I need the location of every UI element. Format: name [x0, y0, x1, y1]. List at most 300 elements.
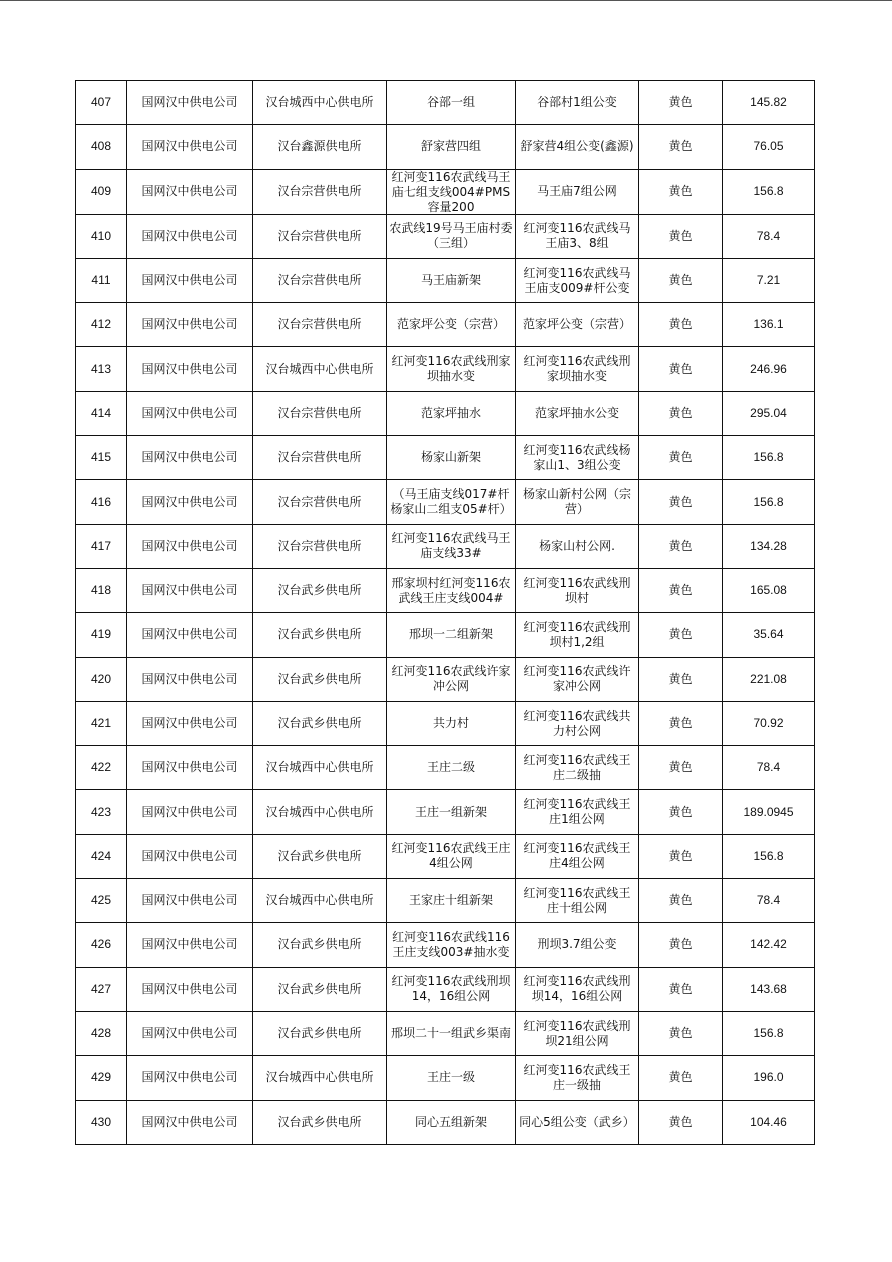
area-cell — [516, 347, 639, 391]
line-cell — [387, 524, 516, 568]
company-cell — [127, 258, 253, 302]
line-cell-text: 范家坪公变（宗营） — [396, 317, 505, 332]
value-cell — [723, 568, 815, 612]
area-cell — [516, 834, 639, 878]
row-number-cell-text: 413 — [90, 361, 112, 376]
table-row — [76, 303, 815, 347]
table-row — [76, 967, 815, 1011]
value-cell-text: 78.4 — [756, 228, 781, 243]
company-cell — [127, 81, 253, 125]
station-cell — [253, 1100, 387, 1144]
row-number-cell — [76, 701, 127, 745]
station-cell-text: 汉台城西中心供电所 — [265, 1070, 374, 1085]
area-cell — [516, 967, 639, 1011]
station-cell — [253, 81, 387, 125]
color-cell-text: 黄色 — [668, 981, 693, 996]
color-cell — [639, 125, 723, 169]
color-cell-text: 黄色 — [668, 405, 693, 420]
area-cell — [516, 790, 639, 834]
value-cell — [723, 436, 815, 480]
data-table — [75, 80, 815, 1145]
value-cell — [723, 303, 815, 347]
station-cell-text: 汉台武乡供电所 — [277, 1026, 362, 1041]
line-cell — [387, 258, 516, 302]
row-number-cell — [76, 436, 127, 480]
value-cell-text: 295.04 — [750, 405, 787, 420]
table-row — [76, 746, 815, 790]
area-cell-text: 红河变116农武线王庄1组公网 — [523, 797, 631, 827]
area-cell-text: 舒家营4组公变(鑫源) — [520, 139, 634, 154]
company-cell — [127, 746, 253, 790]
area-cell — [516, 1100, 639, 1144]
area-cell-text: 刑坝3.7组公变 — [537, 937, 617, 952]
company-cell — [127, 568, 253, 612]
station-cell — [253, 480, 387, 524]
row-number-cell — [76, 834, 127, 878]
table-row — [76, 81, 815, 125]
color-cell — [639, 834, 723, 878]
color-cell — [639, 436, 723, 480]
area-cell — [516, 657, 639, 701]
station-cell-text: 汉台宗营供电所 — [277, 317, 362, 332]
area-cell — [516, 524, 639, 568]
table-row — [76, 1011, 815, 1055]
color-cell-text: 黄色 — [668, 848, 693, 863]
value-cell-text: 246.96 — [750, 361, 787, 376]
station-cell-text: 汉台城西中心供电所 — [265, 804, 374, 819]
area-cell-text: 红河变116农武线王庄一级抽 — [523, 1062, 631, 1092]
line-cell — [387, 480, 516, 524]
station-cell-text: 汉台宗营供电所 — [277, 405, 362, 420]
area-cell — [516, 568, 639, 612]
value-cell-text: 221.08 — [750, 671, 787, 686]
company-cell-text: 国网汉中供电公司 — [141, 981, 238, 996]
company-cell-text: 国网汉中供电公司 — [141, 95, 238, 110]
area-cell — [516, 480, 639, 524]
row-number-cell-text: 429 — [90, 1070, 112, 1085]
area-cell-text: 范家坪公变（宗营） — [522, 317, 631, 332]
station-cell-text: 汉台武乡供电所 — [277, 627, 362, 642]
row-number-cell-text: 419 — [90, 627, 112, 642]
company-cell-text: 国网汉中供电公司 — [141, 937, 238, 952]
color-cell-text: 黄色 — [668, 1114, 693, 1129]
table-row — [76, 347, 815, 391]
row-number-cell-text: 417 — [90, 538, 112, 553]
station-cell-text: 汉台武乡供电所 — [277, 671, 362, 686]
color-cell-text: 黄色 — [668, 1070, 693, 1085]
company-cell — [127, 524, 253, 568]
station-cell-text: 汉台宗营供电所 — [277, 184, 362, 199]
station-cell — [253, 746, 387, 790]
line-cell — [387, 790, 516, 834]
line-cell-text: 红河变116农武线刑家坝抽水变 — [391, 354, 511, 384]
station-cell — [253, 834, 387, 878]
value-cell — [723, 125, 815, 169]
value-cell — [723, 1011, 815, 1055]
company-cell — [127, 1011, 253, 1055]
row-number-cell-text: 414 — [90, 405, 112, 420]
color-cell — [639, 1011, 723, 1055]
station-cell — [253, 391, 387, 435]
row-number-cell-text: 418 — [90, 583, 112, 598]
table-row — [76, 480, 815, 524]
station-cell — [253, 214, 387, 258]
company-cell-text: 国网汉中供电公司 — [141, 139, 238, 154]
value-cell — [723, 657, 815, 701]
color-cell — [639, 1056, 723, 1100]
area-cell-text: 红河变116农武线刑坝村 — [523, 575, 631, 605]
station-cell — [253, 303, 387, 347]
company-cell — [127, 347, 253, 391]
line-cell — [387, 657, 516, 701]
company-cell — [127, 1056, 253, 1100]
station-cell-text: 汉台城西中心供电所 — [265, 95, 374, 110]
row-number-cell — [76, 568, 127, 612]
table-row — [76, 834, 815, 878]
page-top-border — [0, 0, 892, 1]
row-number-cell — [76, 923, 127, 967]
station-cell-text: 汉台宗营供电所 — [277, 450, 362, 465]
line-cell — [387, 169, 516, 214]
area-cell-text: 红河变116农武线马王庙支009#杆公变 — [523, 265, 631, 295]
company-cell — [127, 125, 253, 169]
station-cell-text: 汉台武乡供电所 — [277, 583, 362, 598]
value-cell-text: 104.46 — [750, 1114, 787, 1129]
area-cell — [516, 125, 639, 169]
station-cell-text: 汉台宗营供电所 — [277, 273, 362, 288]
company-cell — [127, 923, 253, 967]
line-cell-text: 王庄二级 — [426, 760, 475, 775]
value-cell-text: 136.1 — [753, 317, 784, 332]
area-cell-text: 杨家山新村公网（宗营） — [522, 487, 631, 517]
value-cell-text: 76.05 — [753, 139, 784, 154]
line-cell-text: 王庄一级 — [426, 1070, 475, 1085]
area-cell-text: 红河变116农武线王庄二级抽 — [523, 752, 631, 782]
line-cell — [387, 746, 516, 790]
line-cell-text: 马王庙新架 — [420, 273, 481, 288]
company-cell-text: 国网汉中供电公司 — [141, 273, 238, 288]
station-cell — [253, 169, 387, 214]
area-cell — [516, 923, 639, 967]
color-cell-text: 黄色 — [668, 893, 693, 908]
station-cell-text: 汉台武乡供电所 — [277, 848, 362, 863]
line-cell — [387, 303, 516, 347]
line-cell — [387, 81, 516, 125]
value-cell-text: 145.82 — [750, 95, 787, 110]
value-cell — [723, 834, 815, 878]
color-cell — [639, 214, 723, 258]
value-cell — [723, 613, 815, 657]
company-cell-text: 国网汉中供电公司 — [141, 583, 238, 598]
area-cell-text: 马王庙7组公网 — [537, 184, 617, 199]
color-cell — [639, 701, 723, 745]
table-row — [76, 169, 815, 214]
color-cell-text: 黄色 — [668, 937, 693, 952]
row-number-cell — [76, 1011, 127, 1055]
color-cell — [639, 524, 723, 568]
area-cell-text: 红河变116农武线王庄十组公网 — [523, 885, 631, 915]
color-cell — [639, 967, 723, 1011]
station-cell — [253, 1056, 387, 1100]
row-number-cell-text: 412 — [90, 317, 112, 332]
color-cell-text: 黄色 — [668, 583, 693, 598]
color-cell-text: 黄色 — [668, 273, 693, 288]
station-cell — [253, 701, 387, 745]
color-cell — [639, 746, 723, 790]
color-cell-text: 黄色 — [668, 627, 693, 642]
color-cell-text: 黄色 — [668, 139, 693, 154]
line-cell — [387, 967, 516, 1011]
station-cell-text: 汉台宗营供电所 — [277, 494, 362, 509]
value-cell — [723, 1056, 815, 1100]
company-cell-text: 国网汉中供电公司 — [141, 671, 238, 686]
company-cell — [127, 1100, 253, 1144]
value-cell — [723, 967, 815, 1011]
table-row — [76, 436, 815, 480]
row-number-cell — [76, 790, 127, 834]
row-number-cell-text: 430 — [90, 1114, 112, 1129]
row-number-cell-text: 424 — [90, 848, 112, 863]
station-cell-text: 汉台武乡供电所 — [277, 937, 362, 952]
company-cell-text: 国网汉中供电公司 — [141, 893, 238, 908]
line-cell — [387, 701, 516, 745]
company-cell-text: 国网汉中供电公司 — [141, 494, 238, 509]
area-cell-text: 谷部村1组公变 — [537, 95, 617, 110]
line-cell — [387, 1056, 516, 1100]
station-cell — [253, 347, 387, 391]
company-cell — [127, 879, 253, 923]
station-cell — [253, 657, 387, 701]
color-cell-text: 黄色 — [668, 538, 693, 553]
value-cell — [723, 1100, 815, 1144]
color-cell-text: 黄色 — [668, 760, 693, 775]
row-number-cell — [76, 480, 127, 524]
color-cell — [639, 169, 723, 214]
line-cell-text: 红河变116农武线王庄4组公网 — [391, 841, 511, 871]
line-cell-text: （马王庙支线017#杆杨家山二组支05#杆） — [390, 487, 512, 517]
area-cell-text: 红河变116农武线杨家山1、3组公变 — [523, 442, 631, 472]
station-cell — [253, 967, 387, 1011]
color-cell — [639, 347, 723, 391]
row-number-cell — [76, 258, 127, 302]
value-cell-text: 156.8 — [753, 184, 784, 199]
station-cell-text: 汉台城西中心供电所 — [265, 893, 374, 908]
line-cell-text: 邢坝二十一组武乡渠南 — [390, 1026, 511, 1041]
row-number-cell — [76, 169, 127, 214]
value-cell-text: 196.0 — [753, 1070, 784, 1085]
row-number-cell-text: 427 — [90, 981, 112, 996]
table-row — [76, 1056, 815, 1100]
line-cell — [387, 568, 516, 612]
row-number-cell-text: 415 — [90, 450, 112, 465]
line-cell-text: 同心五组新架 — [414, 1114, 487, 1129]
station-cell — [253, 923, 387, 967]
color-cell-text: 黄色 — [668, 95, 693, 110]
row-number-cell — [76, 303, 127, 347]
value-cell — [723, 879, 815, 923]
row-number-cell — [76, 125, 127, 169]
station-cell — [253, 1011, 387, 1055]
line-cell-text: 红河变116农武线马王庙七组支线004#PMS容量200 — [391, 169, 511, 214]
company-cell-text: 国网汉中供电公司 — [141, 538, 238, 553]
area-cell-text: 红河变116农武线王庄4组公网 — [523, 841, 631, 871]
line-cell-text: 王庄一组新架 — [414, 804, 487, 819]
area-cell-text: 红河变116农武线许家冲公网 — [523, 664, 631, 694]
color-cell — [639, 480, 723, 524]
company-cell — [127, 303, 253, 347]
line-cell — [387, 391, 516, 435]
color-cell-text: 黄色 — [668, 184, 693, 199]
station-cell-text: 汉台武乡供电所 — [277, 716, 362, 730]
company-cell — [127, 657, 253, 701]
company-cell-text: 国网汉中供电公司 — [141, 1026, 238, 1041]
station-cell-text: 汉台鑫源供电所 — [277, 139, 362, 154]
company-cell-text: 国网汉中供电公司 — [141, 361, 238, 376]
area-cell — [516, 436, 639, 480]
row-number-cell — [76, 1056, 127, 1100]
line-cell-text: 红河变116农武线刑坝14，16组公网 — [391, 974, 511, 1004]
table-row — [76, 790, 815, 834]
station-cell — [253, 524, 387, 568]
table-row — [76, 701, 815, 745]
value-cell-text: 156.8 — [753, 1026, 784, 1041]
value-cell — [723, 746, 815, 790]
line-cell-text: 舒家营四组 — [420, 139, 481, 154]
company-cell — [127, 613, 253, 657]
area-cell-text: 红河变116农武线刑家坝抽水变 — [523, 354, 631, 384]
area-cell-text: 红河变116农武线共力村公网 — [523, 708, 631, 738]
line-cell — [387, 879, 516, 923]
row-number-cell-text: 422 — [90, 760, 112, 775]
line-cell — [387, 125, 516, 169]
company-cell — [127, 169, 253, 214]
line-cell-text: 红河变116农武线许家冲公网 — [391, 664, 511, 694]
company-cell — [127, 967, 253, 1011]
value-cell — [723, 258, 815, 302]
table-row — [76, 879, 815, 923]
table-row — [76, 214, 815, 258]
color-cell — [639, 657, 723, 701]
row-number-cell — [76, 746, 127, 790]
row-number-cell — [76, 524, 127, 568]
company-cell-text: 国网汉中供电公司 — [141, 450, 238, 465]
station-cell-text: 汉台宗营供电所 — [277, 538, 362, 553]
area-cell-text: 红河变116农武线刑坝村1,2组 — [523, 619, 631, 649]
area-cell — [516, 81, 639, 125]
value-cell — [723, 214, 815, 258]
color-cell — [639, 923, 723, 967]
line-cell-text: 邢家坝村红河变116农武线王庄支线004# — [391, 575, 511, 605]
station-cell — [253, 568, 387, 612]
area-cell-text: 红河变116农武线马王庙3、8组 — [523, 221, 631, 251]
company-cell — [127, 790, 253, 834]
row-number-cell — [76, 391, 127, 435]
line-cell — [387, 1100, 516, 1144]
line-cell-text: 红河变116农武线116王庄支线003#抽水变 — [392, 929, 510, 959]
station-cell-text: 汉台宗营供电所 — [277, 228, 362, 243]
area-cell — [516, 258, 639, 302]
area-cell-text: 红河变116农武线刑坝14，16组公网 — [523, 974, 631, 1004]
table-row — [76, 613, 815, 657]
area-cell — [516, 746, 639, 790]
value-cell — [723, 391, 815, 435]
company-cell-text: 国网汉中供电公司 — [141, 228, 238, 243]
line-cell-text: 范家坪抽水 — [420, 405, 481, 420]
color-cell-text: 黄色 — [668, 228, 693, 243]
row-number-cell — [76, 347, 127, 391]
area-cell — [516, 879, 639, 923]
value-cell — [723, 524, 815, 568]
line-cell — [387, 214, 516, 258]
table-row — [76, 568, 815, 612]
station-cell-text: 汉台城西中心供电所 — [265, 361, 374, 376]
area-cell — [516, 391, 639, 435]
table-row — [76, 524, 815, 568]
station-cell — [253, 258, 387, 302]
color-cell — [639, 879, 723, 923]
station-cell-text: 汉台城西中心供电所 — [265, 760, 374, 775]
area-cell — [516, 701, 639, 745]
value-cell — [723, 81, 815, 125]
company-cell-text: 国网汉中供电公司 — [141, 760, 238, 775]
value-cell — [723, 923, 815, 967]
value-cell-text: 143.68 — [750, 981, 787, 996]
row-number-cell-text: 420 — [90, 671, 112, 686]
value-cell-text: 134.28 — [750, 538, 787, 553]
color-cell-text: 黄色 — [668, 361, 693, 376]
area-cell-text: 杨家山村公网. — [539, 538, 615, 553]
line-cell — [387, 613, 516, 657]
company-cell — [127, 701, 253, 745]
row-number-cell-text: 416 — [90, 494, 112, 509]
row-number-cell-text: 423 — [90, 804, 112, 819]
row-number-cell — [76, 967, 127, 1011]
value-cell-text: 189.0945 — [743, 804, 794, 819]
line-cell-text: 谷部一组 — [426, 95, 475, 110]
company-cell-text: 国网汉中供电公司 — [141, 716, 238, 730]
color-cell-text: 黄色 — [668, 804, 693, 819]
color-cell — [639, 790, 723, 834]
row-number-cell — [76, 657, 127, 701]
value-cell — [723, 790, 815, 834]
company-cell — [127, 480, 253, 524]
color-cell — [639, 303, 723, 347]
table-body — [76, 81, 815, 1145]
company-cell-text: 国网汉中供电公司 — [141, 405, 238, 420]
row-number-cell-text: 425 — [90, 893, 112, 908]
row-number-cell-text: 421 — [90, 716, 112, 730]
station-cell — [253, 613, 387, 657]
line-cell — [387, 436, 516, 480]
row-number-cell — [76, 214, 127, 258]
row-number-cell — [76, 1100, 127, 1144]
value-cell — [723, 169, 815, 214]
color-cell — [639, 258, 723, 302]
area-cell-text: 红河变116农武线刑坝21组公网 — [523, 1018, 631, 1048]
value-cell-text: 156.8 — [753, 848, 784, 863]
row-number-cell — [76, 879, 127, 923]
company-cell — [127, 214, 253, 258]
line-cell-text: 红河变116农武线马王庙支线33# — [391, 531, 511, 561]
station-cell — [253, 790, 387, 834]
value-cell-text: 142.42 — [750, 937, 787, 952]
area-cell — [516, 1056, 639, 1100]
color-cell-text: 黄色 — [668, 671, 693, 686]
color-cell-text: 黄色 — [668, 716, 693, 730]
line-cell-text: 邢坝一二组新架 — [408, 627, 493, 642]
value-cell-text: 165.08 — [750, 583, 787, 598]
color-cell — [639, 1100, 723, 1144]
